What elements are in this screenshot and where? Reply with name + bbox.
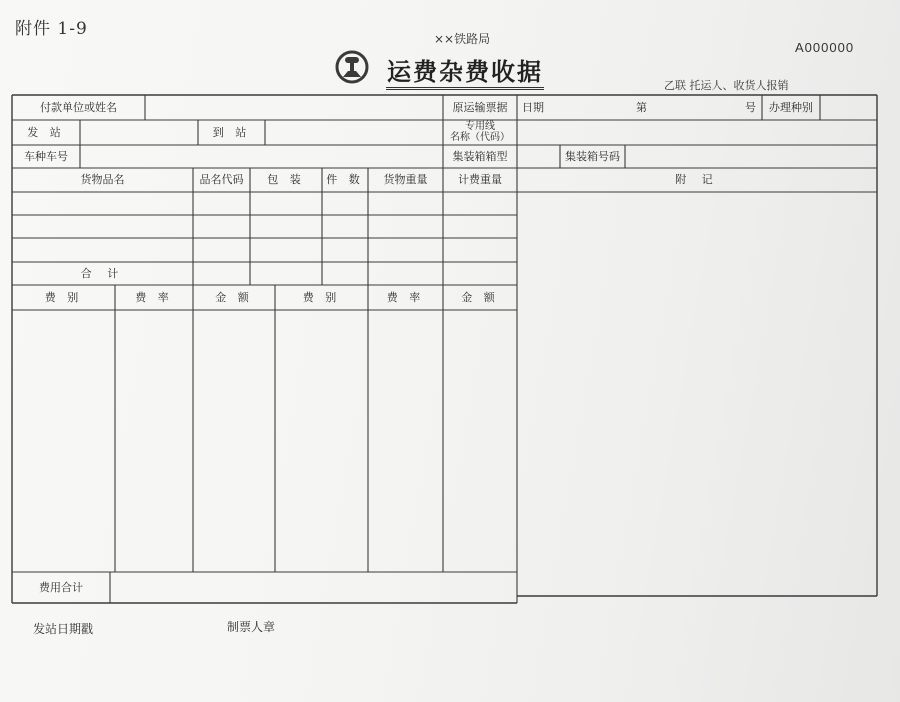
original-ticket-label: 原运输票据 [452, 101, 508, 114]
goods-row [12, 238, 517, 262]
attachment-label: 附件 1-9 [15, 19, 88, 39]
goods-row [12, 192, 517, 215]
wagon-label: 车种车号 [24, 150, 68, 163]
fee-rate-header: 费 率 [135, 291, 173, 304]
container-number-label: 集装箱号码 [565, 150, 620, 163]
wagon-number-field [80, 145, 443, 168]
piece-count-header: 件 数 [326, 173, 364, 186]
fee-total-label: 费用合计 [39, 581, 83, 594]
siding-name-field [517, 120, 877, 145]
container-type-field [517, 145, 560, 168]
container-number-field [625, 145, 877, 168]
goods-weight-header: 货物重量 [383, 173, 428, 186]
goods-name-header: 货物品名 [80, 173, 125, 186]
billing-weight-header: 计费重量 [458, 173, 502, 186]
railway-logo-icon [334, 49, 370, 85]
ticket-number-suffix: 号 [745, 101, 756, 114]
fee-entries-area [12, 310, 517, 572]
remarks-header: 附 记 [675, 173, 719, 186]
packaging-header: 包 装 [267, 173, 305, 186]
fee-type-header: 费 别 [44, 291, 83, 304]
goods-code-header: 品名代码 [199, 173, 244, 186]
fee-rate-header-2: 费 率 [386, 291, 425, 304]
receipt-title: 运费杂费收据 [386, 57, 544, 90]
remarks-area [517, 192, 877, 596]
copy-note: 乙联 托运人、收货人报销 [664, 79, 789, 92]
subtotal-label: 合 计 [80, 267, 125, 280]
siding-label-line1: 专用线 [465, 121, 495, 132]
issuer-seal-label: 制票人章 [227, 620, 276, 634]
payer-label: 付款单位或姓名 [40, 101, 117, 114]
siding-label-line2: 名称（代码） [450, 132, 510, 143]
ticket-number-prefix: 第 [636, 101, 647, 114]
goods-row [12, 215, 517, 238]
container-type-label: 集装箱箱型 [452, 150, 508, 163]
fee-amount-header: 金 额 [215, 291, 253, 304]
railway-bureau-name: ××铁路局 [434, 32, 491, 46]
destination-station-field [265, 120, 443, 145]
fee-type-header-2: 费 别 [302, 291, 341, 304]
fee-total-field [110, 572, 517, 603]
origin-station-field [80, 120, 198, 145]
destination-station-label: 到 站 [212, 126, 251, 139]
station-date-stamp-label: 发站日期戳 [33, 622, 94, 636]
handling-type-label: 办理种别 [769, 101, 813, 114]
handling-type-field [820, 95, 877, 120]
origin-station-label: 发 站 [27, 126, 65, 139]
fee-amount-header-2: 金 额 [461, 291, 499, 304]
payer-name-field [145, 95, 443, 120]
date-label: 日期 [522, 101, 544, 114]
siding-label [443, 121, 517, 145]
serial-number: A000000 [795, 40, 855, 55]
